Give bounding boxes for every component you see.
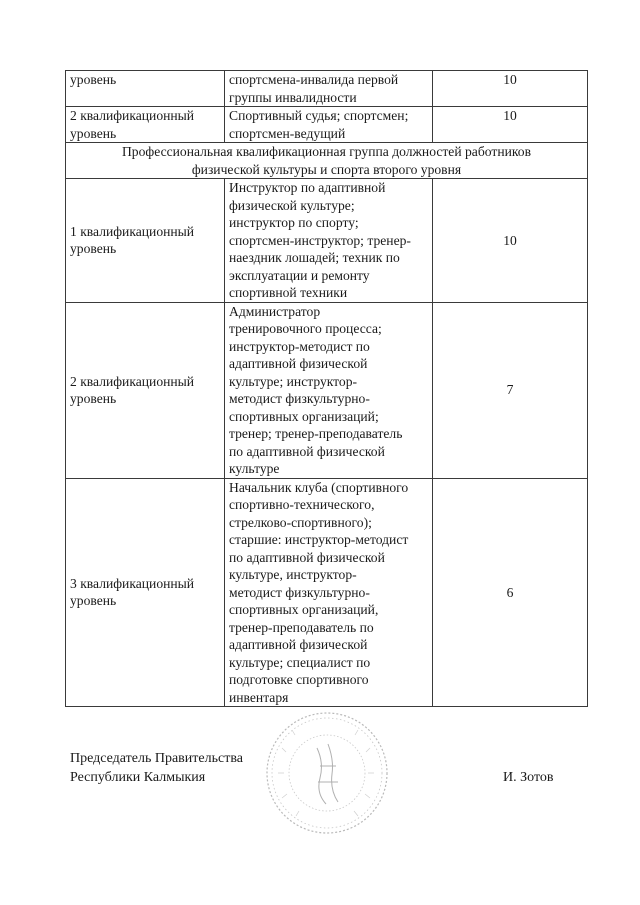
level-text: 2 квалификационный уровень [70,108,195,141]
value-text: 7 [506,382,514,398]
value-cell [433,107,588,143]
value-text: 6 [506,584,514,600]
table-row [66,179,588,303]
group-header-row [66,143,588,179]
level-cell [66,179,225,303]
positions-text: спортсмена-инвалида первой группы инвалидности [229,72,399,105]
positions-cell [225,179,433,303]
level-text: 1 квалификационный уровень [70,223,195,257]
value-cell [433,302,588,478]
table-row [66,302,588,478]
value-text: 10 [503,232,517,248]
level-cell [66,302,225,478]
positions-text: Спортивный судья; спортсмен; спортсмен-ведущий [229,108,409,141]
signatory-position: Председатель Правительства Республики Калмыкия [70,751,243,785]
positions-cell [225,107,433,143]
positions-text: Администратор тренировочного процесса; инструктор-методист по адаптивной физической культуре; инструктор- методист физкультурно- спортивных организаций; тренер; тренер-преподаватель по адаптивной физической культуре [229,303,403,476]
positions-cell [225,302,433,478]
level-text: 3 квалификационный уровень [70,575,195,609]
official-seal-stamp [262,708,392,838]
level-text: 2 квалификационный уровень [70,373,195,406]
level-cell [66,71,225,107]
group-header-text: Профессиональная квалификационная группа должностей работников физической культуры и спорта второго уровня [121,144,531,177]
value-text: 10 [503,108,517,123]
level-cell [66,478,225,707]
table-row [66,107,588,143]
table-row [66,478,588,707]
qualification-table [65,70,588,707]
signatory-name: И. Зотов [503,770,554,785]
value-text: 10 [503,72,517,87]
level-text: уровень [70,72,117,87]
level-cell [66,107,225,143]
positions-cell [225,478,433,707]
value-cell [433,179,588,303]
group-header-cell [66,143,588,179]
positions-text: Начальник клуба (спортивного спортивно-технического, стрелково-спортивного); старшие: инструктор-методист по адаптивной физической культуре, инструктор- методист физкультурно- спортивных организаций, тренер-преподаватель по адаптивной физической культуре; специалист по подготовке спортивного инвентаря [229,479,409,705]
positions-cell [225,71,433,107]
value-cell [433,478,588,707]
value-cell [433,71,588,107]
table-row [66,71,588,107]
positions-text: Инструктор по адаптивной физической культуре; инструктор по спорту; спортсмен-инструктор; тренер- наездник лошадей; техник по эксплуатации и ремонту спортивной техники [229,180,411,300]
